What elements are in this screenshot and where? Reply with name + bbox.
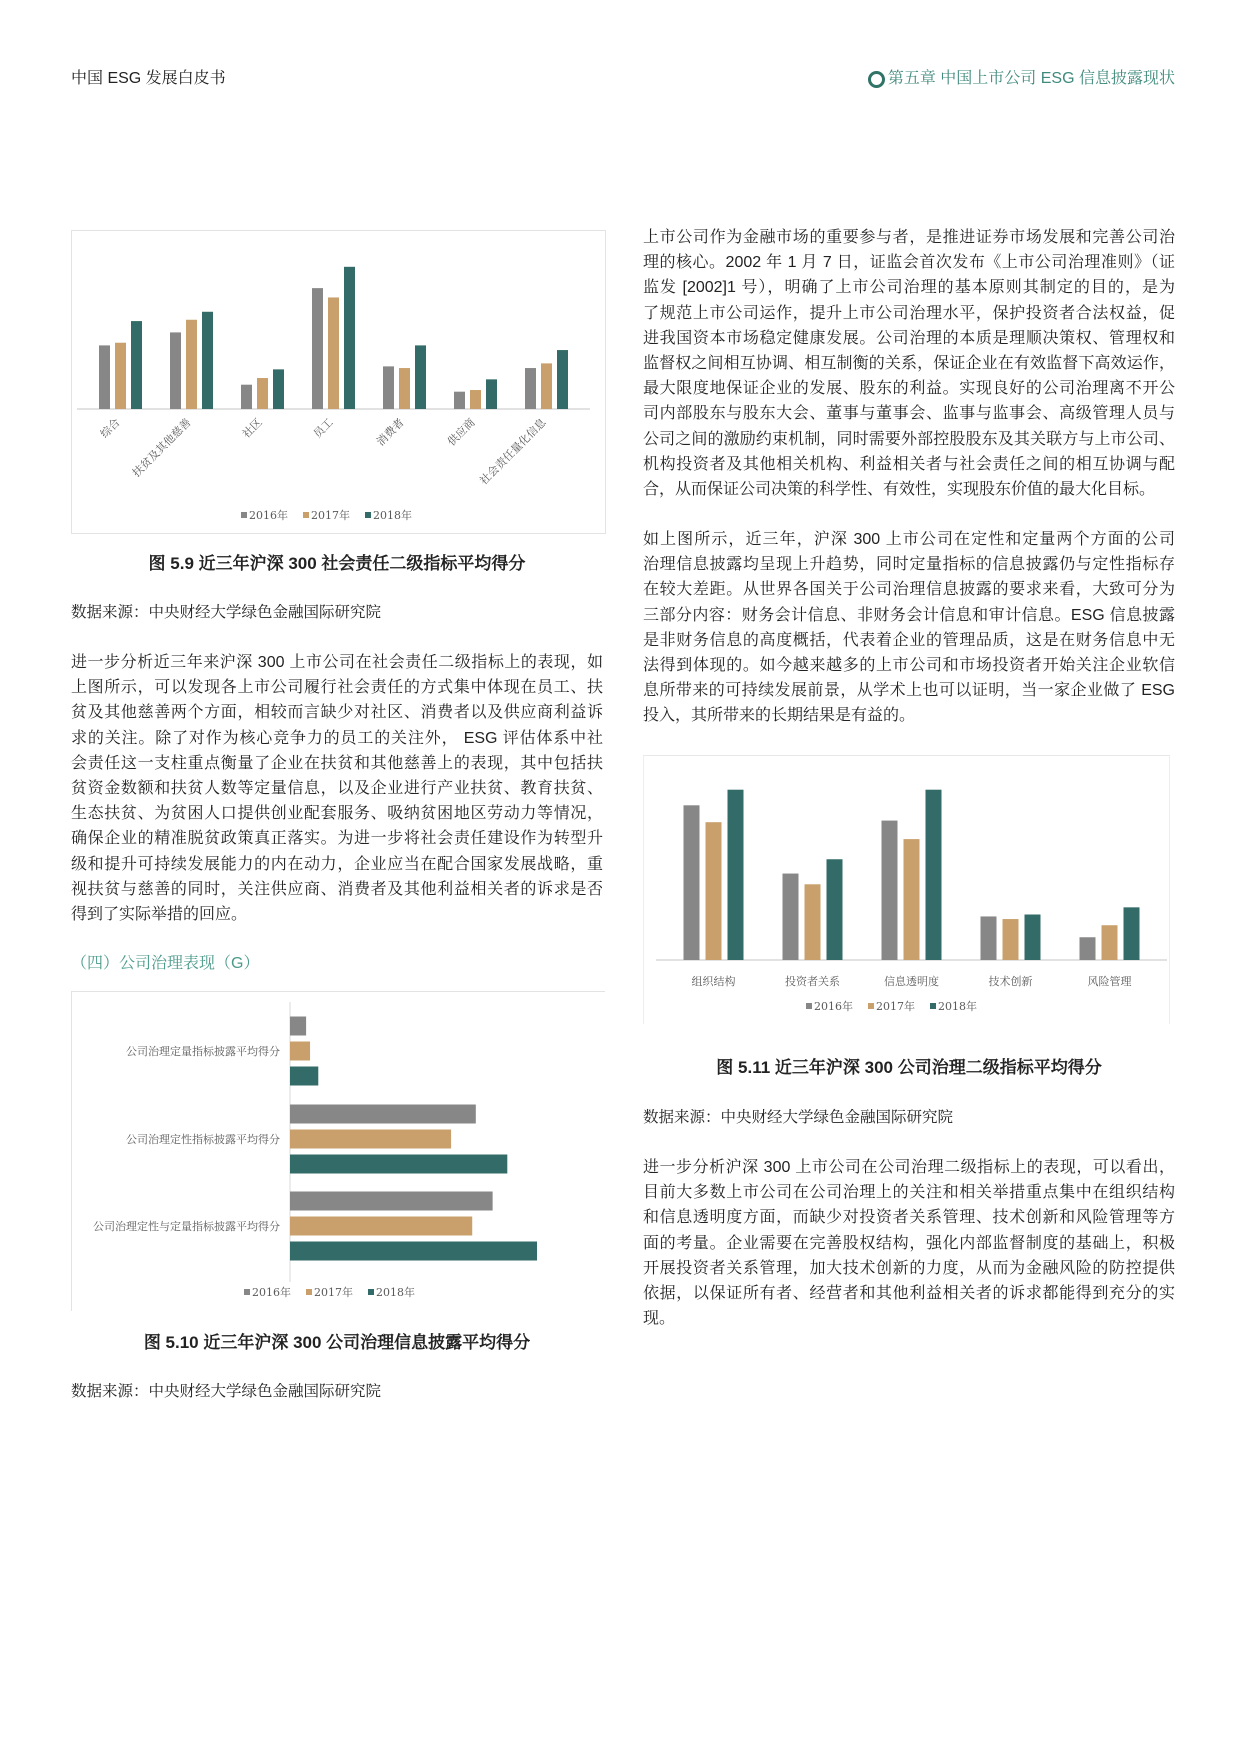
- bar-2017年-社会责任量化信息: [541, 363, 552, 409]
- legend-swatch-2016年: [241, 512, 247, 518]
- document-title-header: 中国 ESG 发展白皮书: [71, 70, 226, 87]
- bar-2017年-扶贫及其他慈善: [186, 320, 197, 409]
- chart-5-11-svg: [644, 756, 1169, 1024]
- bar-2016年-公司治理定性与定量指标披露平均得分: [290, 1192, 493, 1211]
- legend-label: 2017年: [876, 1000, 915, 1013]
- paragraph-line: 息所带来的可持续发展前景，从学术上也可以证明，当一家企业做了 ESG: [643, 682, 1175, 700]
- legend-label: 2018年: [938, 1000, 977, 1013]
- bar-2018年-组织结构: [728, 790, 744, 960]
- paragraph-line: 开展投资者关系管理，加大技术创新的力度，从而为金融风险的防控提供: [643, 1259, 1175, 1277]
- bar-2016年-组织结构: [684, 805, 700, 960]
- bar-2016年-技术创新: [981, 916, 997, 960]
- bar-2018年-公司治理定性与定量指标披露平均得分: [290, 1242, 537, 1261]
- paragraph-line: 面的考量。企业需要在完善股权结构，强化内部监督制度的基础上，积极: [643, 1234, 1175, 1252]
- bar-2016年-投资者关系: [783, 874, 799, 960]
- legend-swatch-2016年: [806, 1003, 812, 1009]
- bar-2017年-公司治理定性与定量指标披露平均得分: [290, 1217, 472, 1236]
- x-tick-label: 供应商: [445, 415, 478, 449]
- paragraph-line: 贫资金数额和扶贫人数等定量信息，以及企业进行产业扶贫、教育扶贫、: [71, 779, 603, 797]
- bar-2016年-消费者: [383, 366, 394, 409]
- bar-2018年-员工: [344, 267, 355, 409]
- x-tick-label: 技术创新: [988, 975, 1033, 988]
- legend-swatch-2017年: [868, 1003, 874, 1009]
- paragraph-social-responsibility: [71, 650, 603, 927]
- bar-2016年-公司治理定量指标披露平均得分: [290, 1017, 306, 1036]
- paragraph-line: 视扶贫与慈善的同时，关注供应商、消费者及其他利益相关者的诉求是否: [71, 880, 603, 898]
- chapter-header: [868, 69, 1175, 89]
- paragraph-line: 上市公司作为金融市场的重要参与者，是推进证券市场发展和完善公司治: [643, 229, 1175, 246]
- paragraph-governance-analysis: [643, 1155, 1175, 1331]
- legend-swatch-2017年: [306, 1289, 312, 1295]
- paragraph-line: 进一步分析沪深 300 上市公司在公司治理二级指标上的表现，可以看出，: [643, 1159, 1175, 1176]
- x-tick-label: 扶贫及其他慈善: [129, 415, 194, 480]
- paragraph-line: 了规范上市公司运作，提升上市公司治理水平，保护投资者合法权益，促: [643, 304, 1175, 322]
- paragraph-line: 在较大差距。从世界各国关于公司治理信息披露的要求来看，大致可分为: [643, 581, 1175, 599]
- paragraph-line: 治理信息披露均呈现上升趋势，同时定量指标的信息披露仍与定性指标存: [643, 556, 1175, 574]
- chart-5-10: [71, 991, 605, 1311]
- bar-2017年-投资者关系: [805, 884, 821, 960]
- bar-2017年-社区: [257, 378, 268, 409]
- paragraph-line: 得到了实际举措的回应。: [71, 905, 248, 923]
- bar-2017年-公司治理定量指标披露平均得分: [290, 1042, 310, 1061]
- bar-2016年-社会责任量化信息: [525, 368, 536, 409]
- paragraph-line: 监督权之间相互协调、相互制衡的关系，保证企业在有效监督下高效运作，: [643, 354, 1175, 372]
- paragraph-line: 投入，其所带来的长期结果是有益的。: [643, 707, 916, 725]
- legend-swatch-2017年: [303, 512, 309, 518]
- paragraph-line: 司内部股东与股东大会、董事与董事会、监事与监事会、高级管理人员与: [643, 405, 1175, 423]
- legend-label: 2016年: [252, 1286, 291, 1299]
- figure-caption: 图 5.11 近三年沪深 300 公司治理二级指标平均得分: [716, 1058, 1102, 1077]
- y-tick-label: 公司治理定性指标披露平均得分: [126, 1133, 280, 1146]
- x-tick-label: 消费者: [374, 415, 407, 449]
- y-tick-label: 公司治理定性与定量指标披露平均得分: [93, 1220, 280, 1233]
- paragraph-line: 生态扶贫、为贫困人口提供创业配套服务、吸纳贫困地区劳动力等情况，: [71, 805, 603, 823]
- paragraph-line: 求的关注。除了对作为核心竞争力的员工的关注外， ESG 评估体系中社: [71, 729, 603, 747]
- bar-2017年-组织结构: [706, 822, 722, 960]
- x-tick-label: 信息透明度: [884, 975, 939, 988]
- chart-5-11: [643, 755, 1170, 1024]
- bar-2018年-信息透明度: [926, 790, 942, 960]
- bar-2018年-综合: [131, 321, 142, 409]
- chart-5-10-svg: [72, 992, 605, 1311]
- bar-2018年-消费者: [415, 345, 426, 409]
- bar-2017年-技术创新: [1003, 919, 1019, 960]
- bar-2018年-社会责任量化信息: [557, 350, 568, 409]
- x-tick-label: 社会责任量化信息: [477, 415, 549, 488]
- bar-2018年-扶贫及其他慈善: [202, 312, 213, 409]
- legend-swatch-2018年: [368, 1289, 374, 1295]
- bar-2016年-公司治理定性指标披露平均得分: [290, 1105, 476, 1124]
- paragraph-line: 机构投资者及其他相关机构、利益相关者与社会责任之间的相互协调与配: [643, 455, 1175, 473]
- bar-2018年-技术创新: [1025, 915, 1041, 961]
- bar-2017年-供应商: [470, 390, 481, 409]
- paragraph-line: 监发 [2002]1 号），明确了上市公司治理的基本原则其制定的目的，是为: [643, 279, 1175, 297]
- bar-2018年-社区: [273, 369, 284, 409]
- paragraph-line: 级和提升可持续发展能力的内在动力，企业应当在配合国家发展战略，重: [71, 855, 603, 873]
- paragraph-line: 依据，以保证所有者、经营者和其他利益相关者的诉求都能得到充分的实: [643, 1284, 1175, 1302]
- bar-2018年-供应商: [486, 379, 497, 409]
- y-tick-label: 公司治理定量指标披露平均得分: [126, 1045, 280, 1058]
- data-source: 数据来源：中央财经大学绿色金融国际研究院: [71, 604, 382, 621]
- chapter-ring-icon: [868, 71, 885, 88]
- paragraph-line: 确保企业的精准脱贫政策真正落实。为进一步将社会责任建设作为转型升: [71, 830, 603, 848]
- paragraph-line: 目前大多数上市公司在公司治理上的关注和相关举措重点集中在组织结构: [643, 1184, 1175, 1202]
- bar-2018年-风险管理: [1124, 907, 1140, 960]
- paragraph-line: 贫及其他慈善两个方面，相较而言缺少对社区、消费者以及供应商利益诉: [71, 704, 603, 722]
- chart-5-9: [71, 230, 606, 534]
- data-source: 数据来源：中央财经大学绿色金融国际研究院: [71, 1383, 382, 1400]
- bar-2017年-员工: [328, 297, 339, 409]
- paragraph-line: 会责任这一支柱重点衡量了企业在扶贫和其他慈善上的表现，其中包括扶: [71, 754, 603, 772]
- paragraph-line: 理的核心。2002 年 1 月 7 日，证监会首次发布《上市公司治理准则》（证: [643, 254, 1175, 272]
- paragraph-line: 上图所示，可以发现各上市公司履行社会责任的方式集中体现在员工、扶: [71, 679, 603, 697]
- legend-swatch-2016年: [244, 1289, 250, 1295]
- paragraph-line: 三部分内容：财务会计信息、非财务会计信息和审计信息。ESG 信息披露: [643, 606, 1175, 624]
- chapter-title: 第五章 中国上市公司 ESG 信息披露现状: [887, 70, 1175, 87]
- bar-2018年-公司治理定性指标披露平均得分: [290, 1155, 507, 1174]
- bar-2016年-社区: [241, 385, 252, 409]
- legend-label: 2017年: [314, 1286, 353, 1299]
- legend-label: 2017年: [311, 509, 350, 522]
- legend-swatch-2018年: [930, 1003, 936, 1009]
- x-tick-label: 组织结构: [691, 975, 736, 988]
- figure-caption: 图 5.10 近三年沪深 300 公司治理信息披露平均得分: [143, 1333, 531, 1352]
- bar-2016年-供应商: [454, 392, 465, 409]
- bar-2016年-风险管理: [1080, 937, 1096, 960]
- paragraph-line: 合，从而保证公司决策的科学性、有效性，实现股东价值的最大化目标。: [643, 480, 1156, 498]
- bar-2017年-风险管理: [1102, 925, 1118, 960]
- legend-swatch-2018年: [365, 512, 371, 518]
- bar-2018年-公司治理定量指标披露平均得分: [290, 1067, 318, 1086]
- bar-2017年-信息透明度: [904, 839, 920, 960]
- x-tick-label: 风险管理: [1087, 975, 1132, 988]
- chart-5-9-svg: [72, 231, 605, 533]
- bar-2017年-综合: [115, 343, 126, 409]
- bar-2016年-扶贫及其他慈善: [170, 332, 181, 409]
- bar-2017年-公司治理定性指标披露平均得分: [290, 1130, 451, 1149]
- legend-label: 2016年: [249, 509, 288, 522]
- data-source: 数据来源：中央财经大学绿色金融国际研究院: [643, 1109, 954, 1126]
- bar-2016年-信息透明度: [882, 821, 898, 960]
- paragraph-line: 现。: [643, 1310, 676, 1328]
- bar-2016年-综合: [99, 345, 110, 409]
- figure-caption: 图 5.9 近三年沪深 300 社会责任二级指标平均得分: [148, 554, 526, 573]
- paragraph-line: 进我国资本市场稳定健康发展。公司治理的本质是理顺决策权、管理权和: [643, 329, 1175, 347]
- legend-label: 2018年: [373, 509, 412, 522]
- legend-label: 2018年: [376, 1286, 415, 1299]
- paragraph-governance-intro: [643, 225, 1175, 502]
- paragraph-line: 最大限度地保证企业的发展、股东的利益。实现良好的公司治理离不开公: [643, 380, 1175, 398]
- x-tick-label: 社区: [239, 415, 265, 441]
- paragraph-line: 和信息透明度方面，而缺少对投资者关系管理、技术创新和风险管理等方: [643, 1209, 1175, 1227]
- x-tick-label: 综合: [97, 415, 123, 441]
- section-heading: （四）公司治理表现（G）: [71, 955, 260, 972]
- paragraph-line: 公司之间的激励约束机制，同时需要外部控股股东及其关联方与上市公司、: [643, 430, 1175, 448]
- paragraph-governance-disclosure: [643, 527, 1175, 729]
- paragraph-line: 是非财务信息的高度概括，代表着企业的管理品质，这是在财务信息中无: [643, 631, 1175, 649]
- x-tick-label: 员工: [310, 415, 336, 441]
- bar-2018年-投资者关系: [827, 859, 843, 960]
- bar-2017年-消费者: [399, 368, 410, 409]
- legend-label: 2016年: [814, 1000, 853, 1013]
- x-tick-label: 投资者关系: [785, 975, 840, 988]
- paragraph-line: 如上图所示，近三年，沪深 300 上市公司在定性和定量两个方面的公司: [643, 531, 1175, 548]
- paragraph-line: 法得到体现的。如今越来越多的上市公司和市场投资者开始关注企业软信: [643, 656, 1175, 674]
- bar-2016年-员工: [312, 288, 323, 409]
- paragraph-line: 进一步分析近三年来沪深 300 上市公司在社会责任二级指标上的表现，如: [71, 654, 603, 671]
